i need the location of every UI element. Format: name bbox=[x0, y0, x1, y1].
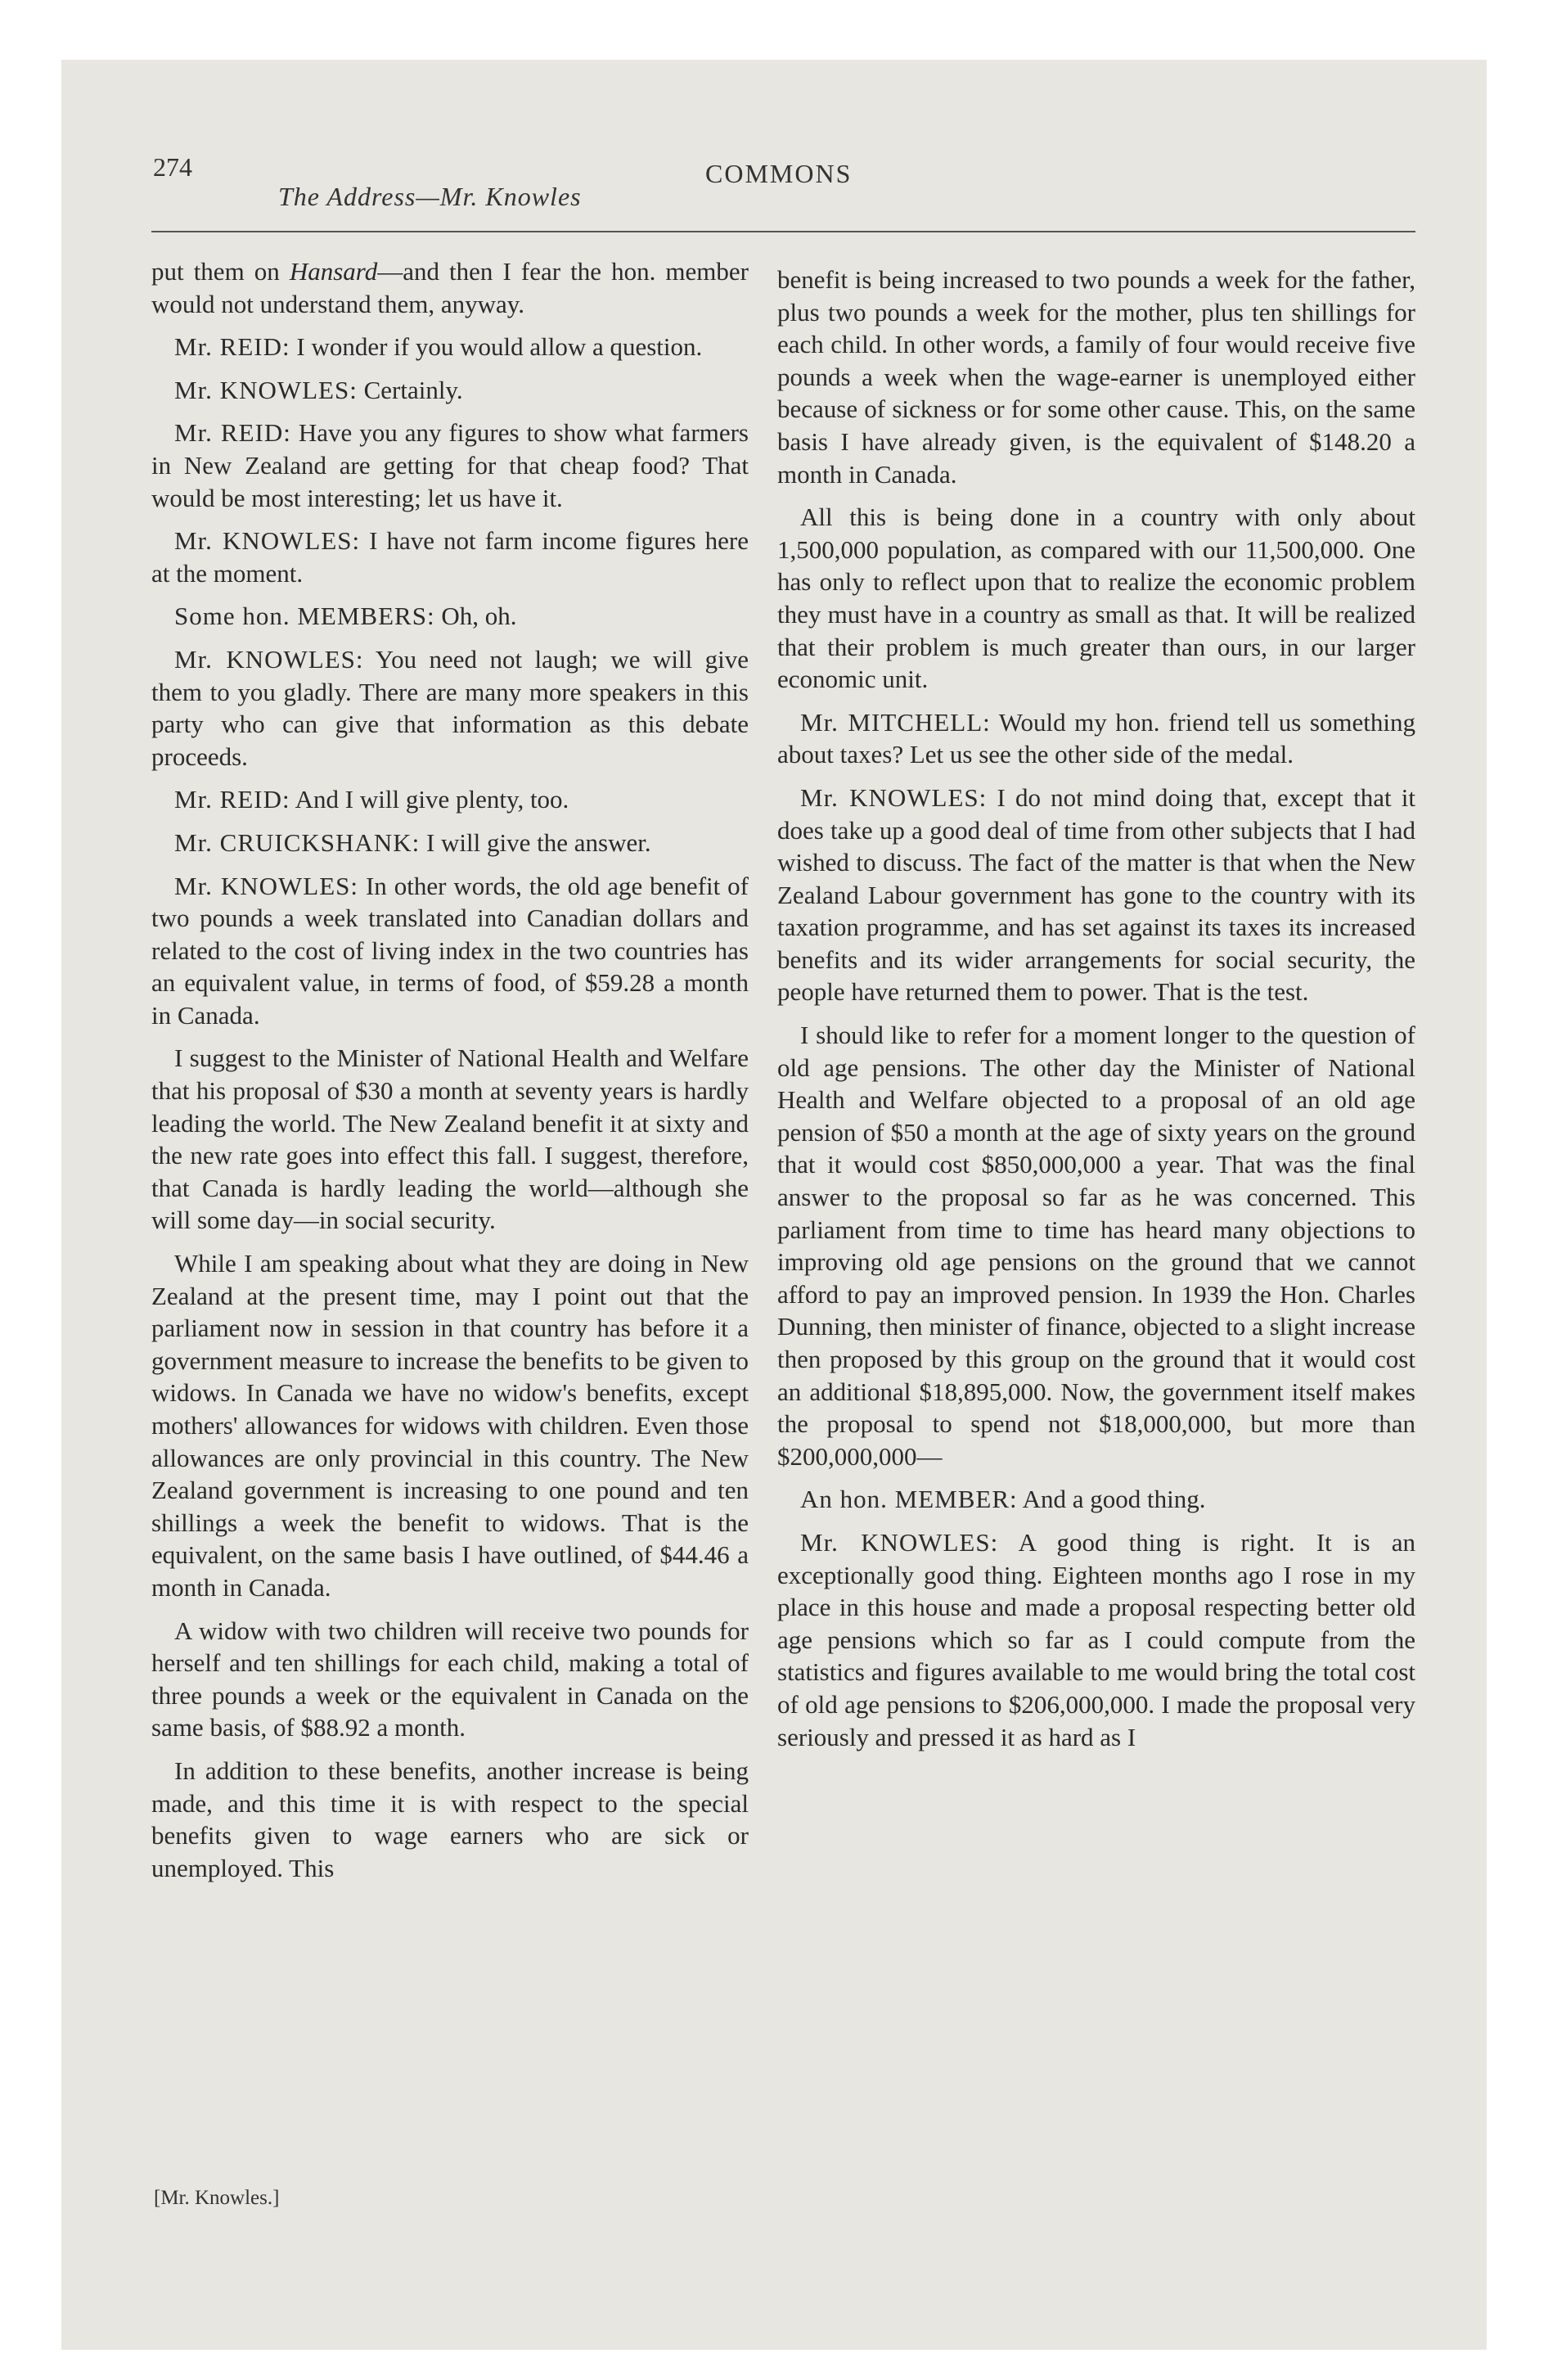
speaker-name: Mr. REID: bbox=[174, 785, 290, 814]
paragraph-text: A widow with two children will receive two pounds for herself and ten shillings for each child, making a total of three pounds a week or the equivalent in Canada on the same basis, of $88.92 a month. bbox=[151, 1616, 749, 1742]
footer-speaker-tag: [Mr. Knowles.] bbox=[154, 2187, 280, 2209]
paragraph-text: I suggest to the Minister of National Health and Welfare that his proposal of $30 a month at seventy years is hardly leading the world. The New Zealand benefit it at sixty and the new rate goes into effect this fall. I suggest, therefore, that Canada is hardly leading the world—although she will some day—in social security. bbox=[151, 1044, 749, 1235]
paragraph-text: I wonder if you would allow a question. bbox=[290, 332, 703, 362]
speaker-name: Mr. KNOWLES: bbox=[800, 1527, 999, 1557]
paragraph-text: While I am speaking about what they are doing in New Zealand at the present time, may I point out that the parliament now in session in that country has before it a government measure to increase the benefits to be given to widows. In Canada we have no widow's benefits, except mothers' allowances for widows with children. Even those allowances are only provincial in this country. The New Zealand government is increasing to one pound and ten shillings a week the benefit to widows. That is the equivalent, on the same basis I have outlined, of $44.46 a month in Canada. bbox=[151, 1249, 749, 1602]
section-title: COMMONS bbox=[705, 159, 853, 188]
speaker-name: Mr. KNOWLES: bbox=[174, 644, 364, 674]
page-number: 274 bbox=[153, 152, 192, 182]
paragraph bbox=[151, 1615, 749, 1744]
paragraph bbox=[151, 525, 749, 589]
paragraph-text: And I will give plenty, too. bbox=[290, 785, 569, 814]
paragraph bbox=[151, 783, 749, 816]
paragraph-text: I have not farm income figures here at the moment. bbox=[151, 526, 749, 588]
paragraph-text: All this is being done in a country with only about 1,500,000 population, as compared with our 11,500,000. One has only to reflect upon that to realize the economic problem they must have in a country as small as that. It will be realized that their problem is much greater than ours, in our larger economic unit. bbox=[777, 503, 1415, 694]
paragraph-text: In addition to these benefits, another increase is being made, and this time it is with respect to the special benefits given to wage earners who are sick or unemployed. This bbox=[151, 1756, 749, 1882]
paragraph bbox=[151, 1247, 749, 1604]
speaker-name: Mr. CRUICKSHANK: bbox=[174, 827, 421, 857]
running-head: The Address—Mr. Knowles bbox=[278, 182, 582, 211]
paragraph-text: Would my hon. friend tell us something about taxes? Let us see the other side of the medal. bbox=[777, 707, 1415, 769]
speaker-name: An hon. MEMBER: bbox=[800, 1485, 1018, 1514]
paragraph-text: Have you any figures to show what farmers in New Zealand are getting for that cheap food? That would be most interesting; let us have it. bbox=[151, 418, 749, 512]
paragraph bbox=[151, 374, 749, 407]
paragraph bbox=[777, 706, 1415, 771]
speaker-name: Mr. KNOWLES: bbox=[174, 526, 361, 556]
paragraph-text: put them on bbox=[151, 257, 290, 286]
paragraph-text: And a good thing. bbox=[1017, 1485, 1206, 1514]
paragraph-text: Certainly. bbox=[357, 375, 463, 404]
paragraph bbox=[151, 827, 749, 859]
paragraph-text: I do not mind doing that, except that it does take up a good deal of time from other subjects that I had wished to discuss. The fact of the matter is that when the New Zealand Labour government has gone to the country with its taxation programme, and has set against its taxes its increased benefits and its wider arrangements for social security, the people have returned them to power. That is the test. bbox=[777, 782, 1415, 1007]
paragraph-text: You need not laugh; we will give them to you gladly. There are many more speakers in this party who can give that information as this debate proceeds. bbox=[151, 644, 749, 771]
paragraph-text: I should like to refer for a moment longer to the question of old age pensions. The other day the Minister of National Health and Welfare objected to a proposal of an old age pension of $50 a month at the age of sixty years on the ground that it would cost $850,000,000 a year. That was the final answer to the proposal so far as he was concerned. This parliament from time to time has heard many objections to improving old age pensions on the ground that we cannot afford to pay an improved pension. In 1939 the Hon. Charles Dunning, then minister of finance, objected to a slight increase then proposed by this group on the ground that it would cost an additional $18,895,000. Now, the government itself makes the proposal to spend not $18,000,000, but more than $200,000,000— bbox=[777, 1021, 1415, 1471]
paragraph bbox=[151, 1755, 749, 1884]
paragraph bbox=[151, 331, 749, 363]
paragraph bbox=[777, 1526, 1415, 1753]
speaker-name: Mr. KNOWLES: bbox=[174, 375, 358, 404]
paragraph-text: I will give the answer. bbox=[420, 827, 651, 857]
left-column bbox=[151, 255, 749, 1895]
paragraph bbox=[151, 600, 749, 633]
paragraph bbox=[151, 870, 749, 1032]
paragraph bbox=[151, 643, 749, 773]
paragraph-text: —and then I fear the hon. member would not understand them, anyway. bbox=[151, 257, 749, 318]
paragraph bbox=[777, 501, 1415, 696]
paragraph-text: In other words, the old age benefit of two pounds a week translated into Canadian dollars and related to the cost of living index in the two countries has an equivalent value, in terms of food, of $59.28 a month in Canada. bbox=[151, 871, 749, 1030]
italic-term: Hansard bbox=[289, 257, 378, 286]
header-rule bbox=[151, 231, 1415, 232]
paragraph bbox=[151, 1042, 749, 1237]
speaker-name: Some hon. MEMBERS: bbox=[174, 602, 435, 631]
speaker-name: Mr. KNOWLES: bbox=[800, 782, 988, 812]
paragraph bbox=[777, 264, 1415, 490]
speaker-name: Mr. REID: bbox=[174, 332, 290, 362]
paragraph-text: benefit is being increased to two pounds a week for the father, plus two pounds a week for the mother, plus ten shillings for each child. In other words, a family of four would receive five pounds a week when the wage-earner is unemployed either because of sickness or for some other cause. This, on the same basis I have already given, is the equivalent of $148.20 a month in Canada. bbox=[777, 265, 1415, 489]
paragraph bbox=[777, 1483, 1415, 1516]
paragraph bbox=[777, 782, 1415, 1008]
right-column bbox=[777, 264, 1415, 1764]
paragraph bbox=[151, 255, 749, 320]
speaker-name: Mr. KNOWLES: bbox=[174, 871, 359, 900]
speaker-name: Mr. REID: bbox=[174, 418, 291, 448]
paragraph-text: A good thing is right. It is an exceptionally good thing. Eighteen months ago I rose in my place in this house and made a proposal respecting better old age pensions which so far as I could compute from the statistics and figures available to me would bring the total cost of old age pensions to $206,000,000. I made the proposal very seriously and pressed it as hard as I bbox=[777, 1527, 1415, 1751]
paragraph-text: Oh, oh. bbox=[434, 602, 517, 631]
paragraph bbox=[151, 417, 749, 514]
speaker-name: Mr. MITCHELL: bbox=[800, 707, 991, 737]
paragraph bbox=[777, 1019, 1415, 1472]
